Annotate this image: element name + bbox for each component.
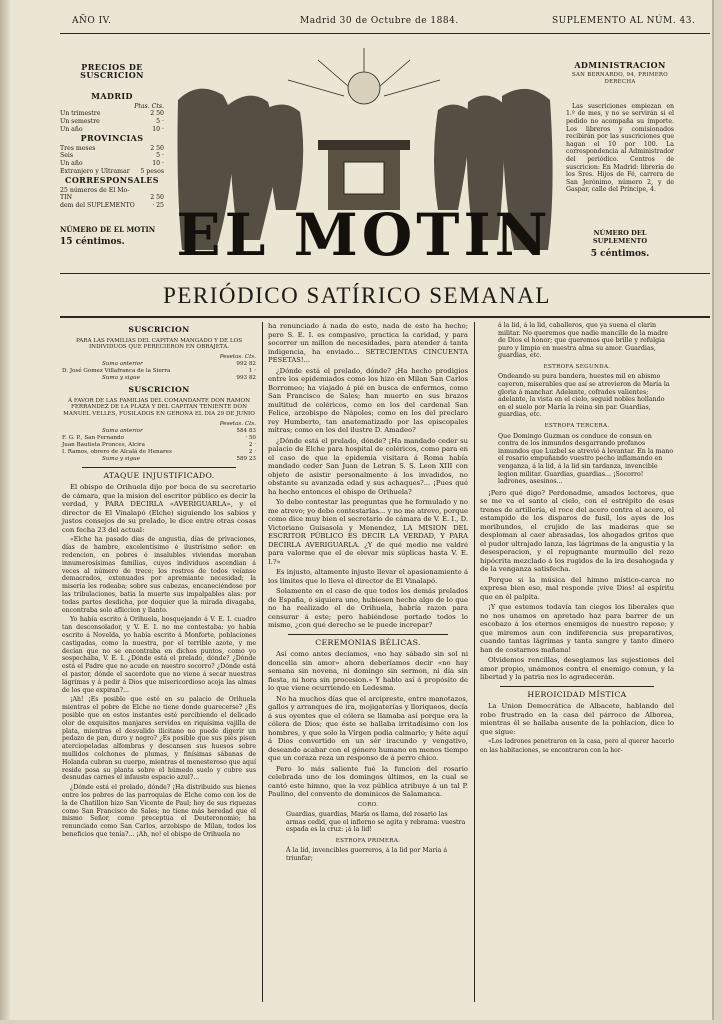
section-divider	[288, 634, 448, 635]
table-row: Suma anterior 584 83	[102, 427, 256, 434]
article-title: ATAQUE INJUSTIFICADO.	[103, 470, 215, 480]
verse-label: ESTROFA TERCERA.	[544, 423, 610, 430]
madrid-row: Un año 10 ·	[60, 125, 164, 133]
verse: Á la lid, invencibles guerreros, á la lid por María á triunfar;	[286, 847, 448, 862]
verse: á la lid, á la lid, caballeros, que ya suena el clarin militar. No queremos que nadie mancille de la madre de Dios el honor; que queremos que brille y refulgia puro y limpio en nuestra alma su amor. Guardias, guardias, etc.	[498, 322, 668, 360]
paragraph: Solamente en el caso de que todos los demás prelados de España, ó siquiera uno, hubiesen hecho algo de lo que no ha realizado el de Orihuela, habría razon para censurar á este; pero habiéndose portado todos lo mismo, ¿con qué derecho se le puede increpar?	[268, 587, 468, 629]
paragraph: ¿Dónde está el prelado, dónde? ¡Ha mandado ceder su palacio de Elche para hospital de coléricos, como para en el caso de que la epidemia visitara á Roma había mandado ceder San Juan de Letran S. S. Leon XIII con objeto de asistir personalmente á los invadidos, no obstante su avanzada edad y sus achaques?... ¡Pues qué ha hecho entonces el obispo de Orihuela?	[268, 436, 468, 496]
verse-label: ESTROFA SEGUNDA.	[543, 363, 611, 370]
column-2	[268, 322, 468, 865]
paragraph: Pero lo más saliente fué la funcion del rosario celebrada uno de los domingos últimos, en la cual se cantó este himno, que la voz pública atribuye á un tal P. Paulino, del convento de dominicos de Salamanca.	[268, 764, 468, 798]
prov-row: Un año 10 ·	[60, 159, 164, 167]
paragraph: La Union Democrática de Albacete, hablando del robo frustrado en la casa del párroco de Alborea, mientras él se hallaba ausente de la poblacion, dice lo que sigue:	[480, 702, 674, 736]
masthead-illustration	[168, 40, 560, 272]
corr-row: TIN 2 50	[60, 194, 164, 202]
table-row: F. G. P., San Fernando · 50	[62, 434, 256, 441]
madrid-heading: MADRID	[91, 91, 133, 102]
paragraph: Yo había escrito á Orihuela, bosquejando á V. E. I. cuadro tan desconsolador, y V. E. I. no me contestaba: yo había escrito á Novelda, yo había escrito á Monforte, poblaciones castigadas, como la nuestra, por el terrible azote, y me decían que no se encontraba en dichos puntos, como yo sospechaba, V. E. I. ¿Dónde está el prelado, dónde? ¿Dónde está el Padre que no acude en nuestro socorro? ¿Dónde está el pastor, dónde el sacerdote que no viene á secar nuestras lágrimas y á pedir á Dios que misericordioso acoja las almas de los que expiran?...	[62, 616, 256, 694]
column-1	[62, 322, 256, 841]
prov-row: Extranjero y Ultramar 5 pesos	[60, 167, 164, 175]
paragraph: ¡Pero qué digo? Perdonadme, amados lectores, que se me va el santo al cielo, con el estrépito de esas trenes de artillería, el roce del acero contra el acero, el estampido de los disparos de fusil, los ayes de los moribundos, el crujido de las maderas que se desploman al caer abrasadas, los ahogados gritos que el pudor ultrajado lanza, las lágrimas de la angustia y la desesperacion, y el repugnante murmullo del rezo hipócrita mezclado á los rugidos de la ira desahogada y de la venganza satisfecha.	[480, 488, 674, 574]
verse: Guardias, guardias, María os llama, del rosario las armas cedid, que el infierno se agita y rebrama: vuestra espada es la cruz: ¡á la lid!	[286, 811, 466, 834]
subscription-table	[62, 421, 256, 463]
prov-row: Tres meses 2 50	[60, 144, 164, 152]
supplement-price: 5 céntimos.	[590, 249, 650, 260]
subscription-subtitle: Á FAVOR DE LAS FAMILIAS DEL COMANDANTE DON RAMON FERRANDEZ DE LA PLAZA Y DEL CAPITAN TENIENTE DON MANUEL VELLES, FUSILADOS EN GERONA EL DIA 29 DE JUNIO	[63, 397, 255, 418]
provincias-heading: PROVINCIAS	[80, 133, 144, 144]
paragraph: Olvidemos rencillas, desegiamos las sujestiones del amor propio, unámonos contra el enemigo comun, y la libertad y la patria nos lo agradecerán.	[480, 656, 674, 682]
article-title: CEREMONIAS BÉLICAS.	[315, 637, 421, 647]
table-head: Pesetas. Cts.	[219, 420, 256, 427]
madrid-row: Un trimestre 2 50	[60, 110, 164, 118]
admin-title: ADMINISTRACION	[574, 60, 666, 70]
prov-row: Seis 5 ·	[60, 152, 164, 160]
paragraph: ¿Dónde está el prelado, dónde? ¡Ha distribuido sus bienes entre los pobres de las parroquias de Elche como con los de la de Chatillon hizo San Vicente de Paul; hoy de sus riquezas como San Francisco de Sales; no tiene más heredad que el mismo Señor, como preceptúa el Deuteronomio; ha renunciado como San Carlos, arzobispo de Milan, todos los beneficios que tenía?... ¡Ah, no! el obispo de Orihuela no	[62, 784, 256, 838]
paragraph: El obispo de Orihuela dijo por boca de su secretario de cámara, que la mision del escritor público es decir la verdad, y PARA DECIRLA «AVERIGUARLA», y el director de El Vinalapó (Elche) siguiendo los sabios y justos consejos de su prelado, le dice entre otras cosas con fecha 23 del actual:	[62, 483, 256, 534]
subscription-heading: SUSCRICION	[128, 325, 190, 334]
masthead-title: EL MOTIN	[176, 201, 552, 269]
section-divider	[82, 467, 236, 468]
numero-label: NÚMERO DE EL MOTIN	[60, 224, 156, 234]
paragraph: No ha muchos días que el arcipreste, entre manotazos, gallos y arranques de ira, mojigaterías y lloriqueos, decía á sus oyentes que el cólera se llamaba así porque era la cólera de Dios; que éste se hallaba irritadísimo con los hombres, y que solo la Vírgen podia calmarlo; y héte aquí á Dios convertido en un sér iracundo y vengativo, deseando acabar con el género humano en menos tiempo que un coraza reza un responso de á perro chico.	[268, 694, 468, 762]
paragraph: ha renunciado á nada de esto, nada de esto ha hecho; pero S. E. I. es compasivo, practica la caridad, y para socorrer un millon de necesidades, para atender á tanta indigencia, ha enviado... SETECIENTAS CINCUENTA PESETAS!...	[268, 322, 468, 364]
table-row: Suma anterior 992 82	[102, 361, 256, 368]
subscription-heading: SUSCRICION	[128, 385, 190, 395]
verse-label: ESTROFA PRIMERA.	[335, 837, 401, 844]
title-rule	[60, 316, 710, 318]
corresponsales-heading: CORRESPONSALES	[65, 175, 159, 186]
column-rule	[474, 322, 475, 1002]
numero-price: 15 céntimos.	[60, 237, 125, 248]
paragraph: Así como antes decíamos, «no hay sábado sin sol ni doncella sin amor» ahora deberíamos decir «no hay semana sin novena, ni domingo sin sermon, ni día sin fiesta, ni hora sin procesion.» Y hablo así á propósito de lo que viene ocurriendo en Ledesma.	[268, 650, 468, 692]
verse-label: CORO.	[357, 801, 379, 808]
table-row: Suma y sigue 993 82	[102, 375, 256, 382]
madrid-col-head: Ptas. Cts.	[134, 102, 164, 110]
corr-row: 25 números de El Mo-	[60, 186, 130, 194]
paragraph: ¡Ah! ¡Es posible que esté en su palacio de Orihuela mientras el pobre de Elche no tiene donde guarecerse? ¿Es posible que en estos instantes esté percibiendo el delicado olor de exquisitos manjares servidos en riquísima vajilla de plata, mientras el desvalido ilicitano no puede digerir un pedazo de pan, duro y negro? ¿Es posible que sus piés pisen aterciopeladas alfombras y descansen sus huesos sobre mullidos colchones de plumas, y finísimas sábanas de Holanda cubran su cuerpo, mientras el menesteroso que aquí reside posa su planta sobre el húmedo suelo y cubre sus desnudas carnes el infausto espacio azul?...	[62, 696, 256, 782]
subscription-table	[62, 354, 256, 382]
column-rule	[262, 322, 263, 1002]
paragraph: ¿Dónde está el prelado, dónde? ¡Ha hecho prodigios entre los epidemiados como los hizo en Milan San Carlos Borromeo; ha viajado á pié en busca de enfermos, como San Francisco de Sales; han muerto en sus brazos multitud de coléricos, como en los del cardenal San Felice, arzobispo de Nápoles; como en los del preclaro rey Humberto, tan anatematizado por las episcopales mitras; como en los del ilustre D. Amadeo?	[268, 366, 468, 434]
table-head: Pesetas. Cts.	[219, 354, 256, 361]
supplement-number-label: NÚMERO DEL SUPLEMENTO	[592, 228, 648, 245]
paragraph: «Elche ha pasado días de angustia, días de privaciones, días de hambre, excelentísimo é ilustrísimo señor: en redencion, en pobres é insalubles viviendas moraban innumerosísimas familias, cuyos individuos ascendian á veces al número de trece; los rostros de todos veíanse demacrados, extenuados por apremiante necesidad; la miseria les rodeaba; sobre sus cabezas, encaneciéndose por las tribulaciones, batia la muerte sus impalpables alas: por todas partes desdicha, por doquier que la mirada divagaba, encontraba solo afliccion y llanto.	[62, 536, 256, 614]
prices-title: PRECIOS DE SUSCRICION	[80, 62, 144, 80]
admin-text: Las suscriciones empiezan en 1.º de mes, y no se servirán si el pedido no acompaña su importe. Los libreros y comisionados recibirán por las suscriciones que hagan el 10 por 100. La correspondencia al Administrador del periódico. Centros de suscricion: En Madrid: librería de los Sres. Hijos de Fé, carrera de San Jerónimo, número 2, y de Gaspar, calle del Príncipe, 4.	[566, 102, 674, 194]
year-label: AÑO IV.	[72, 16, 112, 26]
header-rule	[60, 33, 710, 34]
date-label: Madrid 30 de Octubre de 1884.	[300, 16, 459, 26]
paragraph: ¡Y que estemos todavía tan ciegos los liberales que no nos unamos en apretado haz para barrer de un escobazo á los eternos enemigos de nuestro reposo; y que miremos aun con indiferencia sus preparativos, cuando tantas lágrimas y tanta sangre y tanto dinero han de costarnos mañana!	[480, 603, 674, 654]
paragraph: Yo debo contestar las preguntas que he formulado y no me atrevo; yo debo contestarlas... y no me atrevo, porque como dice muy bien el secretario de cámara de V. E. I., D. Victoriano Guisasola y Menendez, LA MISION DEL ESCRITOR PÚBLICO ES DECIR LA VERDAD, Y PARA DECIRLA AVERIGUARLA. ¿Y de qué medio me valdré para valorme que el de elevar mis súplicas hasta V. E. I.?»	[268, 498, 468, 566]
table-row: I. Ramos, obrero de Alcalá de Henares 2 ·	[62, 448, 256, 455]
supplement-label: SUPLEMENTO AL NÚM. 43.	[552, 16, 696, 26]
table-row: D. José Gomez Villafranca de la Sierra 1 ·	[62, 368, 256, 375]
article-title: HEROICIDAD MÍSTICA	[527, 689, 627, 699]
masthead-rule	[60, 273, 710, 274]
verse: Ondeando su pura bandera, huestes mil en abismo cayeron, miserables que así se atrevieron de María la gloria á manchar. Adelante, cofrades valientes; adelante, la vista en el cielo, seguid nobles hollando en el suelo por María la reina sin par. Guardias, guardias, etc.	[498, 373, 670, 419]
binding-edge	[0, 0, 10, 1020]
table-row: Suma y sigue 589 23	[102, 455, 256, 462]
corr-row: dem del SUPLEMENTO · 25	[60, 201, 164, 209]
section-divider	[500, 686, 654, 687]
column-3	[480, 322, 674, 757]
paper-subtitle: PERIÓDICO SATÍRICO SEMANAL	[163, 283, 551, 308]
paragraph: Es injusto, altamente injusto llevar el apasionamiento á los límites que lo lleva el director de El Vinalapó.	[268, 568, 468, 585]
subscription-subtitle: PARA LAS FAMILIAS DEL CAPITAN MANGADO Y DE LOS INDIVIDUOS QUE PERECIERON EN OBRAJETA.	[75, 337, 243, 351]
subscription-prices-box	[60, 62, 164, 247]
paragraph: Porque si la música del himno místico-carca no expresa bien eso, mal responde ¡vive Dios! al espíritu que en él palpita.	[480, 575, 674, 601]
admin-address: SAN BERNARDO, 94, PRIMERO DERECHA	[571, 71, 669, 86]
verse: Que Domingo Guzman os conduce de consun en contra de los inmundos desgarrando profanos inmundos que Luzbel se atrevió á levantar. En la mano el rosario empuñando vuestro pecho inflamando en venganza, á la lid, á la lid sin tardanza, invencible legion militar. Guardias, guardias... ¡Socorro! ladrones, asesinos...	[498, 432, 674, 486]
table-row: Juan Bautista Pronces, Alcira 2 ·	[62, 441, 256, 448]
madrid-row: Un semestre 5 ·	[60, 117, 164, 125]
paragraph: «Los ladrones penetraron en la casa, pero al querer hacerlo en las habitaciones, se encontraron con la hor-	[480, 738, 674, 754]
administration-box	[566, 60, 674, 259]
